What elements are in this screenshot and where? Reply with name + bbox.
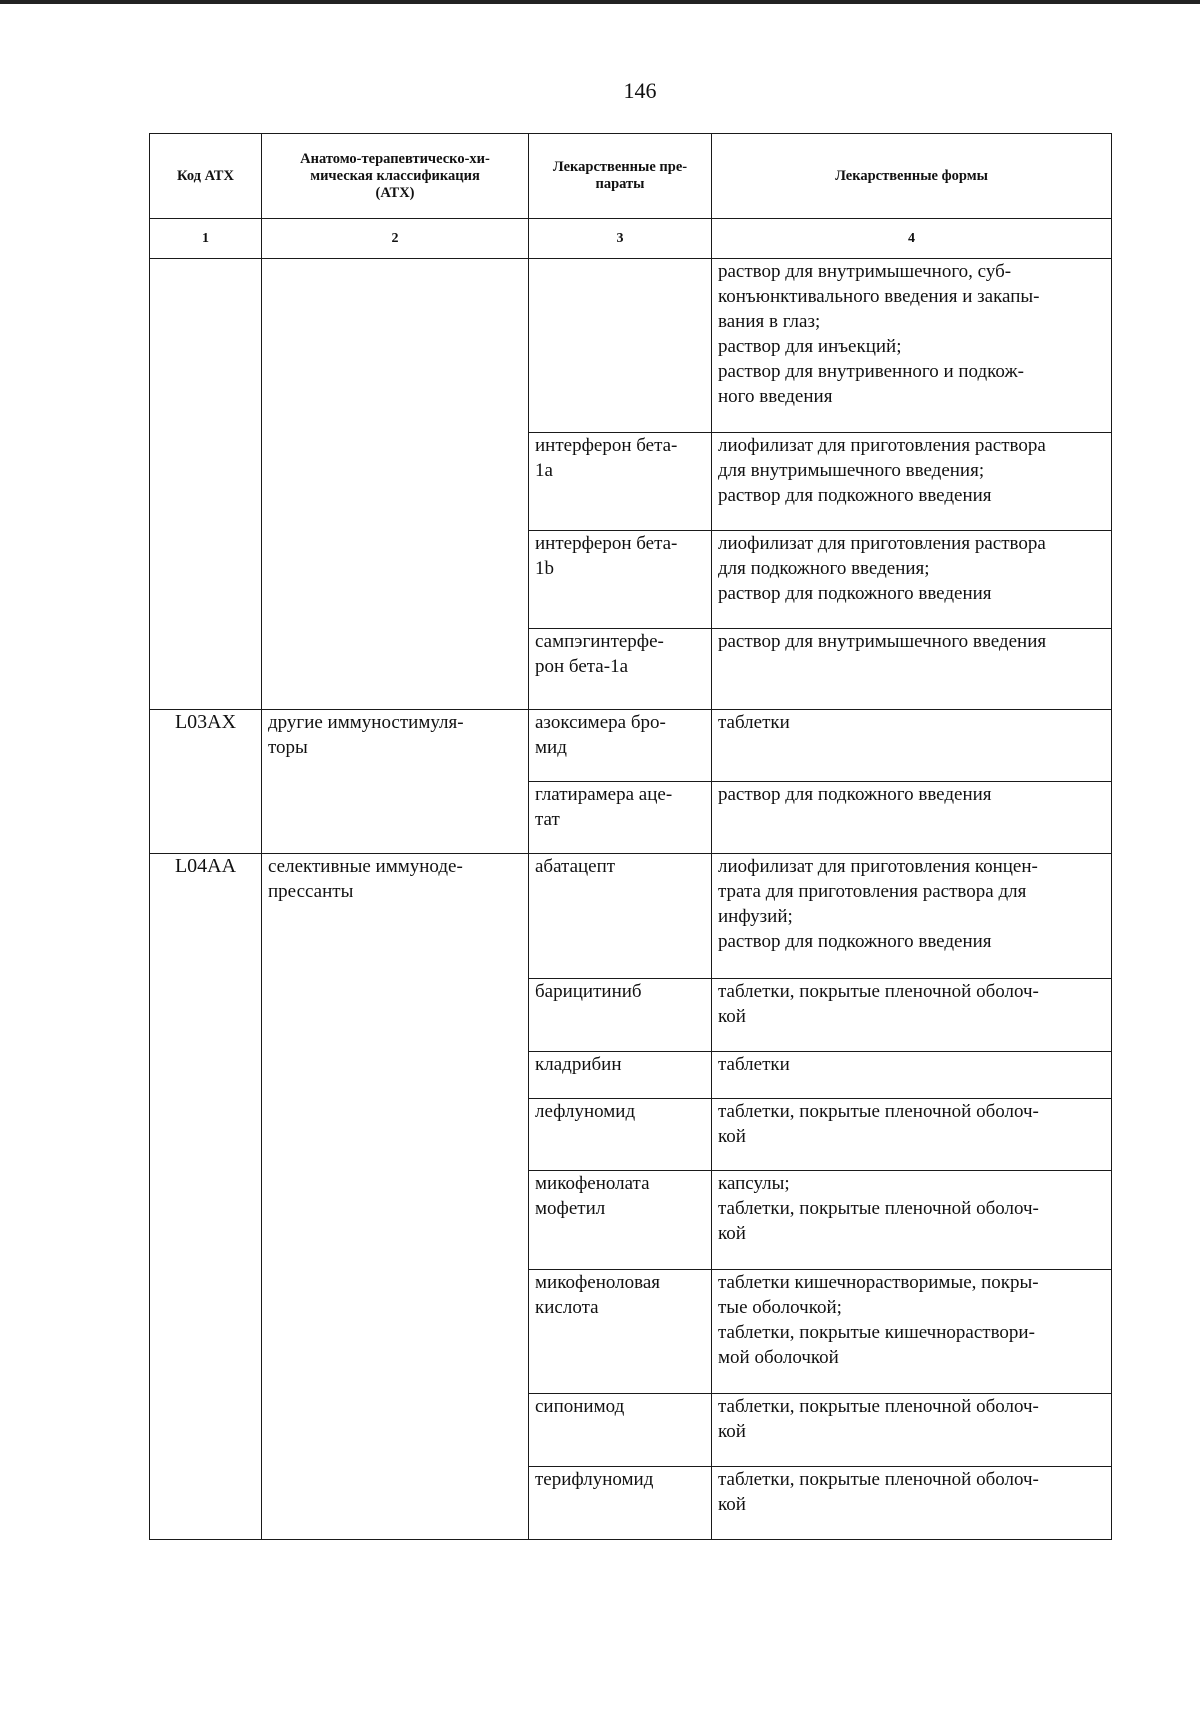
header-classification: Анатомо-терапевтическо-хи- мическая классификация (АТХ) (262, 134, 529, 219)
dosage-form-cell: раствор для внутримышечного введения (712, 629, 1112, 710)
drug-name-cell: лефлуномид (529, 1099, 712, 1171)
drug-name-cell: микофеноловая кислота (529, 1270, 712, 1394)
table-row (150, 854, 1112, 979)
drug-name-cell: кладрибин (529, 1052, 712, 1099)
dosage-form-cell: лиофилизат для приготовления раствора для подкожного введения; раствор для подкожного введения (712, 531, 1112, 629)
drug-name-cell: интерферон бета- 1b (529, 531, 712, 629)
page-number: 146 (623, 78, 657, 103)
header-drugs: Лекарственные пре- параты (529, 134, 712, 219)
drug-name-cell: барицитиниб (529, 979, 712, 1052)
dosage-form-cell: лиофилизат для приготовления раствора для внутримышечного введения; раствор для подкожного введения (712, 433, 1112, 531)
dosage-form-cell: раствор для внутримышечного, суб- конъюнктивального введения и закапы- вания в глаз; раствор для инъекций; раствор для внутривенного и подкож- ного введения (712, 259, 1112, 433)
drug-name-cell: сипонимод (529, 1394, 712, 1467)
dosage-form-cell: таблетки, покрытые пленочной оболоч- кой (712, 979, 1112, 1052)
drug-name-cell: абатацепт (529, 854, 712, 979)
column-number: 4 (712, 219, 1112, 259)
dosage-form-cell: таблетки, покрытые пленочной оболоч- кой (712, 1099, 1112, 1171)
header-atc-code: Код АТХ (150, 134, 262, 219)
drug-name-cell (529, 259, 712, 433)
column-number: 1 (150, 219, 262, 259)
classification-cell-empty (262, 259, 529, 710)
table-row (150, 710, 1112, 782)
dosage-form-cell: таблетки (712, 1052, 1112, 1099)
header-forms: Лекарственные формы (712, 134, 1112, 219)
drug-name-cell: сампэгинтерфе- рон бета-1a (529, 629, 712, 710)
header-row (150, 134, 1112, 219)
atc-classification: другие иммуностимуля- торы (262, 710, 529, 854)
dosage-form-cell: раствор для подкожного введения (712, 782, 1112, 854)
dosage-form-cell: таблетки (712, 710, 1112, 782)
top-scan-edge (0, 0, 1200, 4)
atc-code-cell-empty (150, 259, 262, 710)
drug-name-cell: глатирамера аце- тат (529, 782, 712, 854)
column-number-row (150, 219, 1112, 259)
atc-classification: селективные иммуноде- прессанты (262, 854, 529, 1540)
dosage-form-cell: лиофилизат для приготовления концен- трата для приготовления раствора для инфузий; раствор для подкожного введения (712, 854, 1112, 979)
drug-name-cell: терифлуномид (529, 1467, 712, 1540)
drug-name-cell: азоксимера бро- мид (529, 710, 712, 782)
atc-drug-table (149, 133, 1112, 1540)
atc-code: L04AA (150, 854, 262, 1540)
dosage-form-cell: капсулы; таблетки, покрытые пленочной оболоч- кой (712, 1171, 1112, 1270)
atc-code: L03AX (150, 710, 262, 854)
dosage-form-cell: таблетки кишечнорастворимые, покры- тые оболочкой; таблетки, покрытые кишечнораствори- мой оболочкой (712, 1270, 1112, 1394)
drug-name-cell: микофенолата мофетил (529, 1171, 712, 1270)
dosage-form-cell: таблетки, покрытые пленочной оболоч- кой (712, 1394, 1112, 1467)
drug-name-cell: интерферон бета- 1a (529, 433, 712, 531)
table-row (150, 259, 1112, 433)
column-number: 2 (262, 219, 529, 259)
dosage-form-cell: таблетки, покрытые пленочной оболоч- кой (712, 1467, 1112, 1540)
column-number: 3 (529, 219, 712, 259)
